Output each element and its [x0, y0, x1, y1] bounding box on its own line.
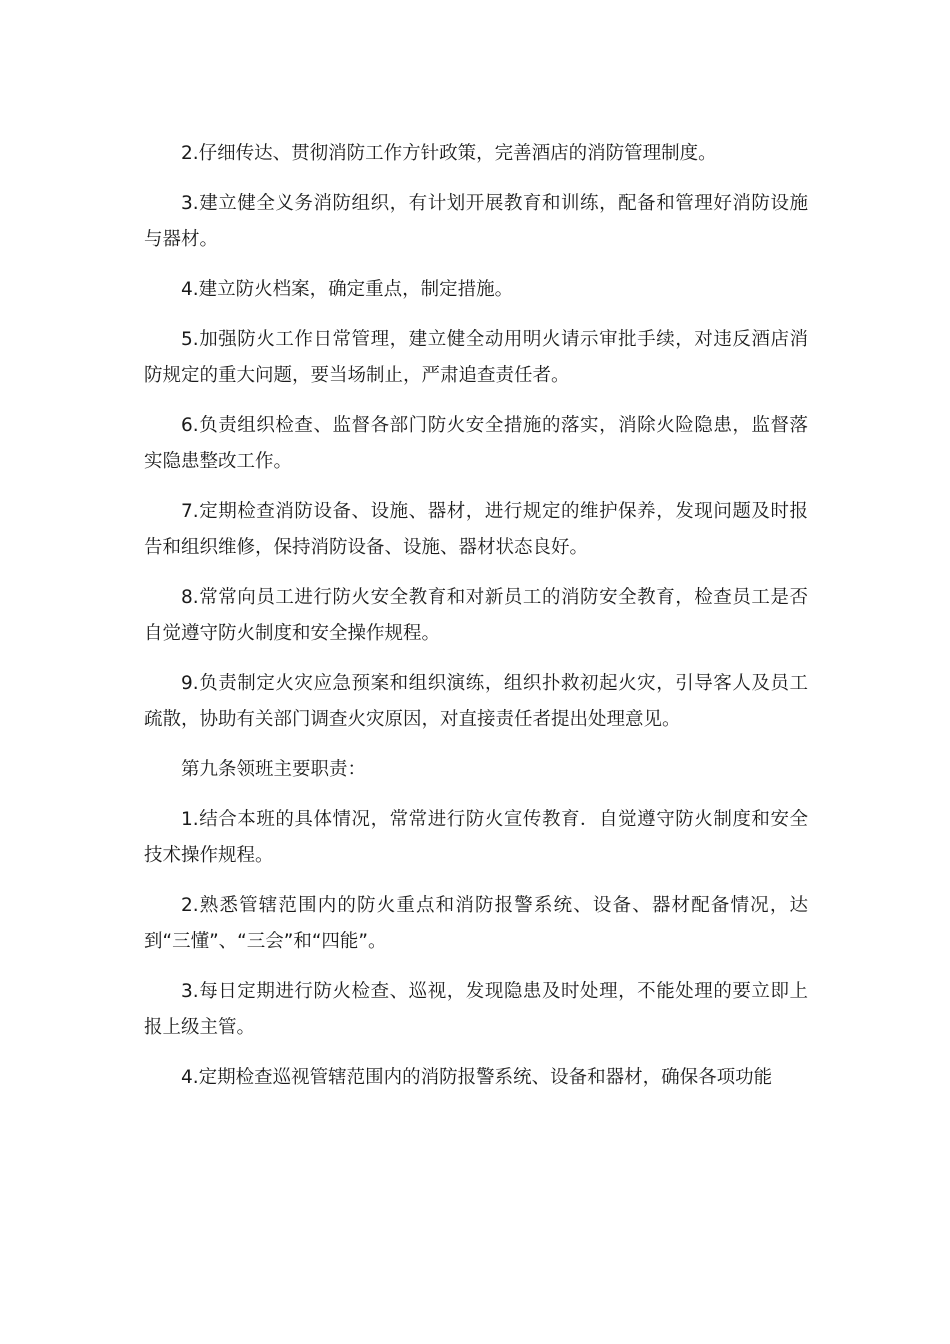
paragraph-duty-6: 6.负责组织检查、监督各部门防火安全措施的落实，消除火险隐患，监督落实隐患整改工作。	[144, 415, 808, 472]
paragraph-duty-5: 5.加强防火工作日常管理，建立健全动用明火请示审批手续，对违反酒店消防规定的重大问题，要当场制止，严肃追查责任者。	[144, 329, 808, 386]
paragraph-foreman-duty-2: 2.熟悉管辖范围内的防火重点和消防报警系统、设备、器材配备情况，达到“三懂”、“三会”和“四能”。	[144, 895, 808, 952]
paragraph-foreman-duty-1: 1.结合本班的具体情况，常常进行防火宣传教育．自觉遵守防火制度和安全技术操作规程。	[144, 809, 808, 866]
paragraph-foreman-duty-4: 4.定期检查巡视管辖范围内的消防报警系统、设备和器材，确保各项功能	[181, 1067, 773, 1088]
section-heading-article-9: 第九条领班主要职责：	[181, 759, 367, 780]
document-body	[144, 136, 808, 1110]
paragraph-duty-2: 2.仔细传达、贯彻消防工作方针政策，完善酒店的消防管理制度。	[181, 143, 717, 164]
paragraph-duty-7: 7.定期检查消防设备、设施、器材，进行规定的维护保养，发现问题及时报告和组织维修，保持消防设备、设施、器材状态良好。	[144, 501, 808, 558]
paragraph-duty-9: 9.负责制定火灾应急预案和组织演练，组织扑救初起火灾，引导客人及员工疏散，协助有关部门调查火灾原因，对直接责任者提出处理意见。	[144, 673, 808, 730]
paragraph-duty-3: 3.建立健全义务消防组织，有计划开展教育和训练，配备和管理好消防设施与器材。	[144, 193, 808, 250]
paragraph-duty-4: 4.建立防火档案，确定重点，制定措施。	[181, 279, 514, 300]
paragraph-foreman-duty-3: 3.每日定期进行防火检查、巡视，发现隐患及时处理，不能处理的要立即上报上级主管。	[144, 981, 808, 1038]
paragraph-duty-8: 8.常常向员工进行防火安全教育和对新员工的消防安全教育，检查员工是否自觉遵守防火制度和安全操作规程。	[144, 587, 808, 644]
